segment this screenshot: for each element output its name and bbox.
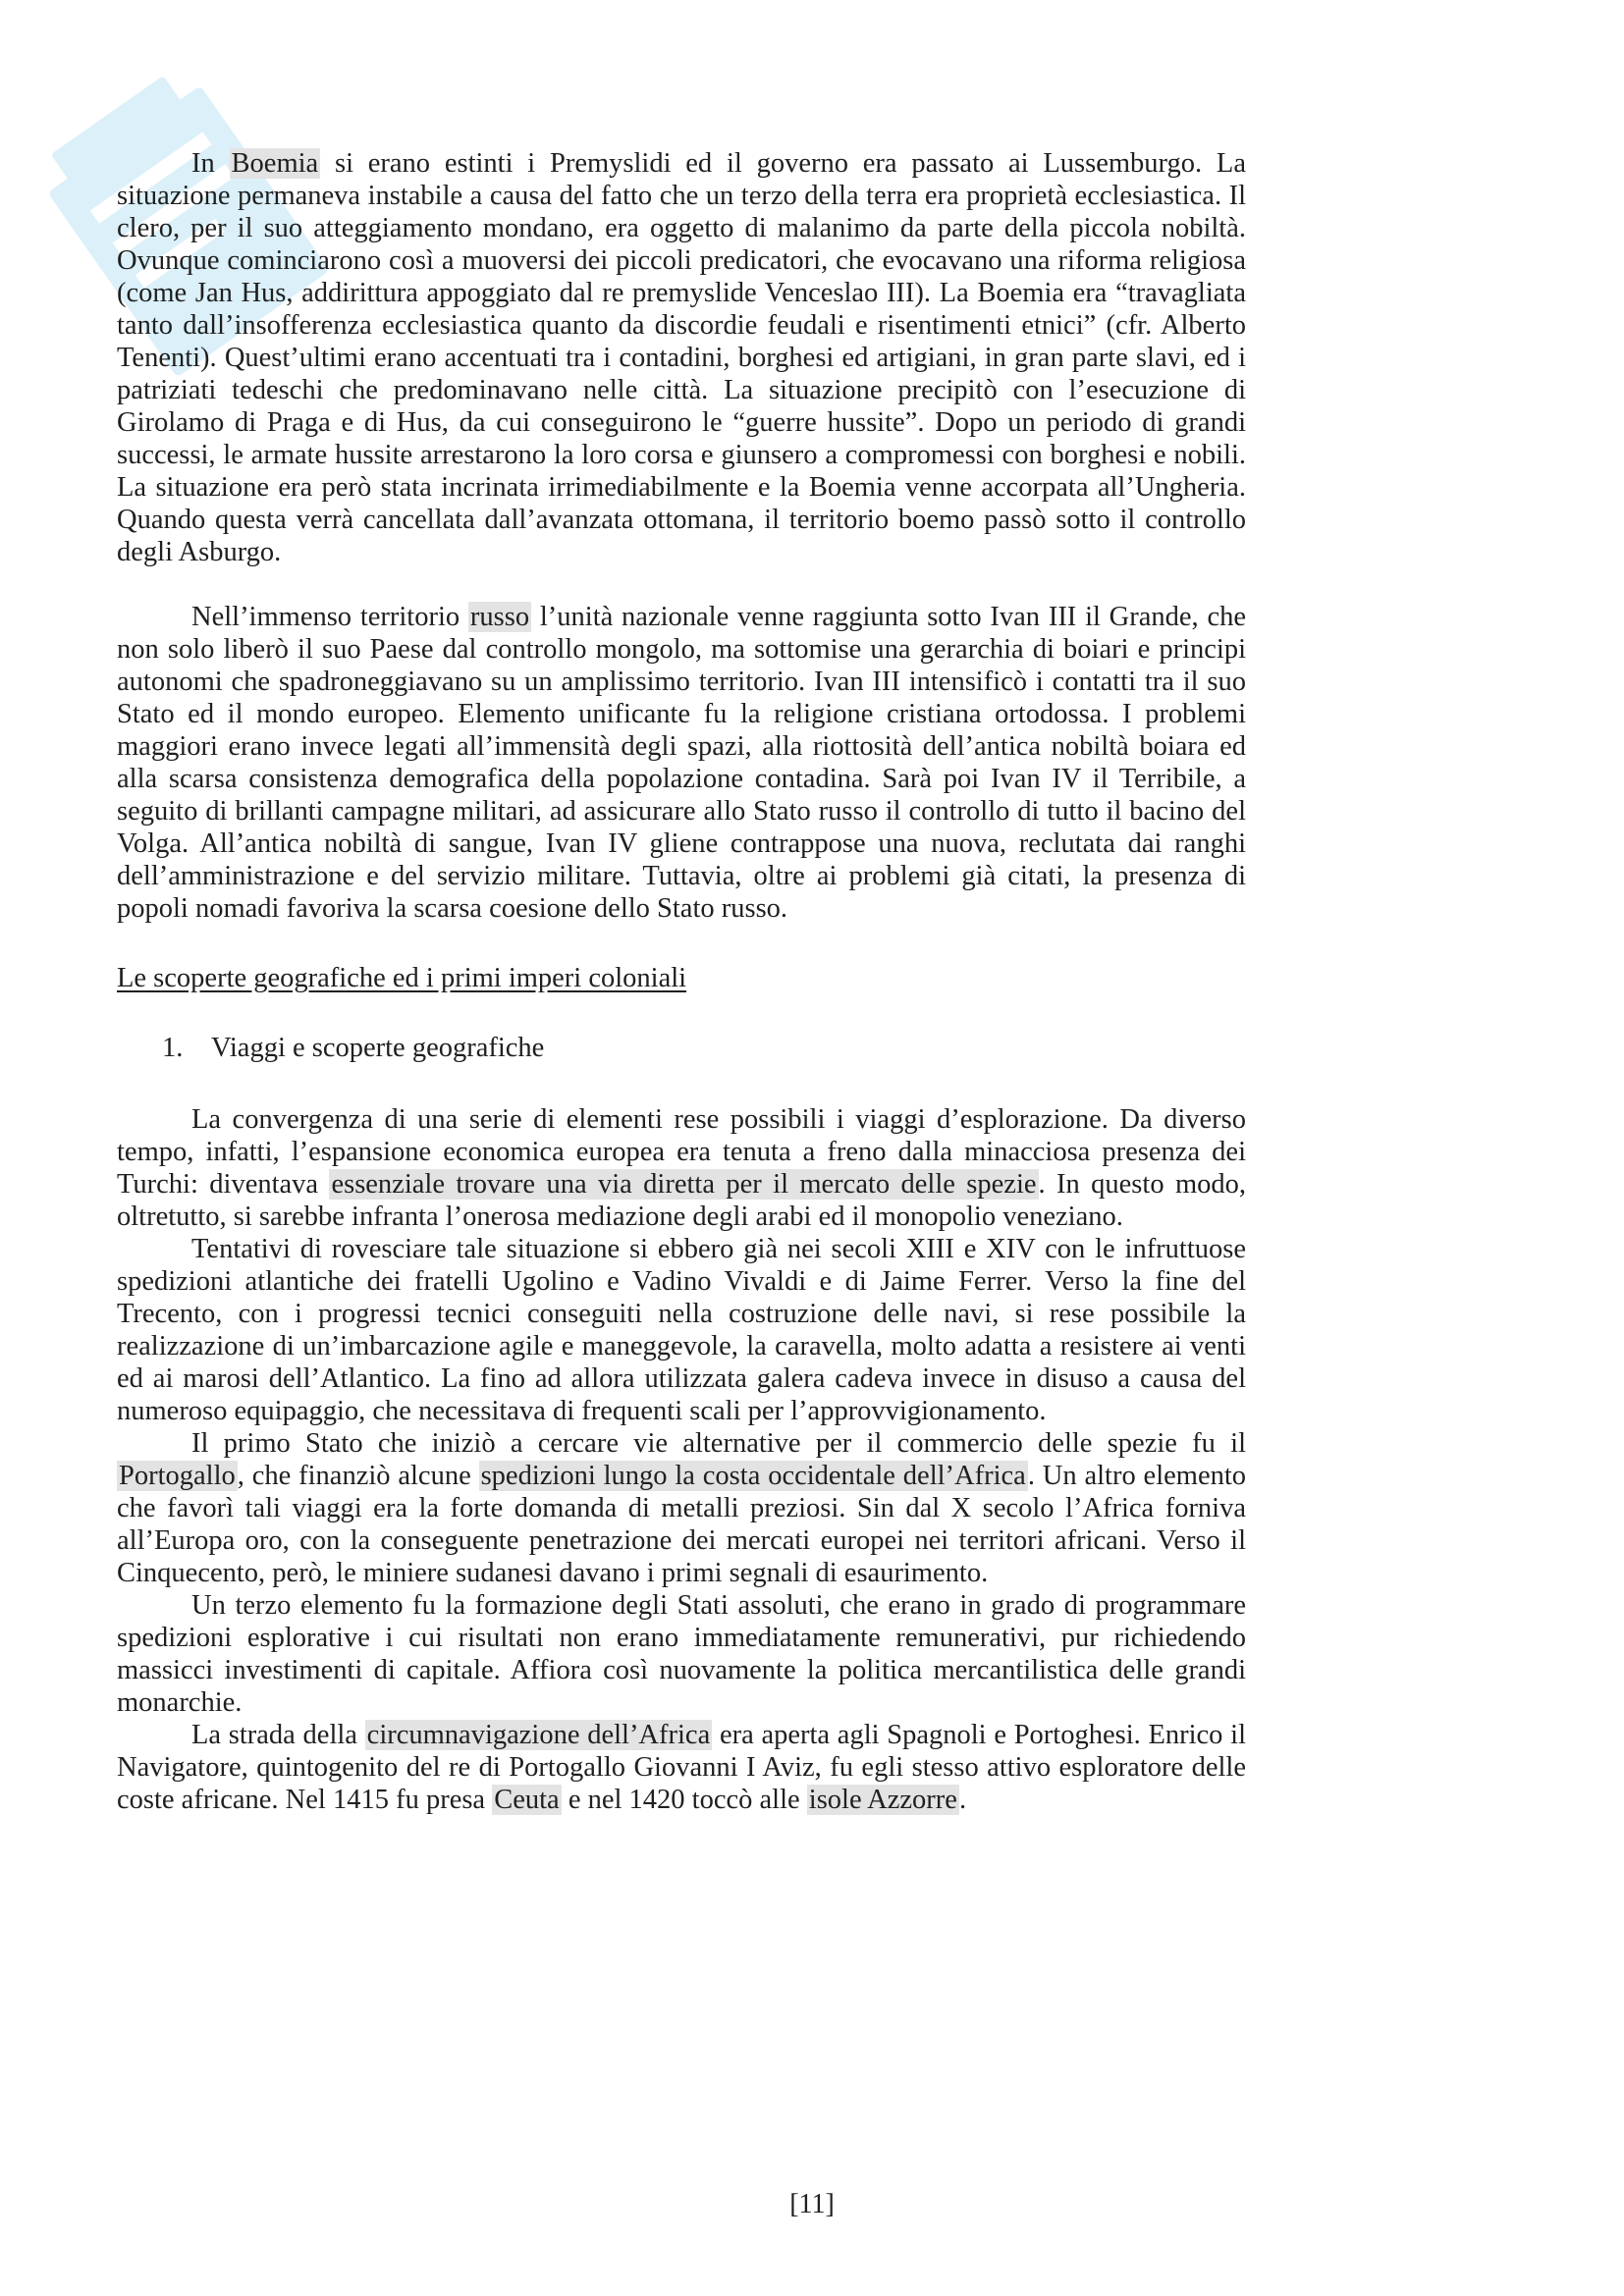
subsection-number: 1.: [162, 1033, 184, 1063]
text-run: Nell’immenso territorio: [191, 602, 468, 632]
paragraph-circumnavigazione: [117, 1719, 1246, 1816]
text-column: [117, 147, 1246, 1816]
subsection-heading: [162, 1032, 1246, 1064]
text-run: In: [191, 148, 230, 179]
highlighted-term: russo: [469, 602, 530, 632]
highlighted-term: circumnavigazione dell’Africa: [366, 1720, 711, 1750]
highlighted-term: Boemia: [231, 148, 319, 179]
text-run: Un terzo elemento fu la formazione degli Stati assoluti, che erano in grado di programmare spedizioni esplorative i cui risultati non erano immediatamente remunerativi, pur richiedendo massicci investimenti di capitale. Affiora così nuovamente la politica mercantilistica delle grandi monarchie.: [117, 1590, 1246, 1718]
text-run: . Un altro elemento che favorì tali viaggi era la forte domanda di metalli preziosi. Sin dal X secolo l’Africa forniva all’Europa oro, con la conseguente penetrazione dei mercati europei nei territori africani. Verso il Cinquecento, però, le miniere sudanesi davano i primi segnali di esaurimento.: [117, 1461, 1247, 1588]
paragraph-portogallo: [117, 1427, 1246, 1589]
subsection-title: Viaggi e scoperte geografiche: [211, 1033, 545, 1063]
paragraph-boemia: [117, 147, 1246, 568]
text-run: Tentativi di rovesciare tale situazione si ebbero già nei secoli XIII e XIV con le infruttuose spedizioni atlantiche dei fratelli Ugolino e Vadino Vivaldi e di Jaime Ferrer. Verso la fine del Trecento, con i progressi tecnici conseguiti nella costruzione delle navi, si rese possibile la realizzazione di un’imbarcazione agile e maneggevole, la caravella, molto adatta a resistere ai venti ed ai marosi dell’Atlantico. La fino ad allora utilizzata galera cadeva invece in disuso a causa del numeroso equipaggio, che necessitava di frequenti scali per l’approvvigionamento.: [117, 1234, 1246, 1426]
top-paragraphs: [117, 147, 1246, 925]
highlighted-term: essenziale trovare una via diretta per il mercato delle spezie: [331, 1169, 1037, 1200]
paragraph-convergenza: [117, 1103, 1246, 1233]
text-run: Il primo Stato che iniziò a cercare vie alternative per il commercio delle spezie fu il: [191, 1428, 1246, 1459]
paragraph-russia: [117, 601, 1246, 925]
text-run: si erano estinti i Premyslidi ed il governo era passato ai Lussemburgo. La situazione permaneva instabile a causa del fatto che un terzo della terra era proprietà ecclesiastica. Il clero, per il suo atteggiamento mondano, era oggetto di malanimo da parte della piccola nobiltà. Ovunque cominciarono così a muoversi dei piccoli predicatori, che evocavano una riforma religiosa (come Jan Hus, addirittura appoggiato dal re premyslide Venceslao III). La Boemia era “travagliata tanto dall’insofferenza ecclesiastica quanto da discordie feudali e risentimenti etnici” (cfr. Alberto Tenenti). Quest’ultimi erano accentuati tra i contadini, borghesi ed artigiani, in gran parte slavi, ed i patriziati tedeschi che predominavano nelle città. La situazione precipitò con l’esecuzione di Girolamo di Praga e di Hus, da cui conseguirono le “guerre hussite”. Dopo un periodo di grandi successi, le armate hussite arrestarono la loro corsa e giunsero a compromessi con borghesi e nobili. La situazione era però stata incrinata irrimediabilmente e la Boemia venne accorpata all’Ungheria. Quando questa verrà cancellata dall’avanzata ottomana, il territorio boemo passò sotto il controllo degli Asburgo.: [117, 148, 1246, 567]
text-run: , che finanziò alcune: [237, 1461, 479, 1491]
highlighted-term: Ceuta: [494, 1785, 560, 1815]
text-run: e nel 1420 toccò alle: [561, 1785, 807, 1815]
text-run: La convergenza di una serie di elementi rese possibili i viaggi d’esplorazione. Da diverso tempo, infatti, l’espansione economica europea era tenuta a freno dalla minacciosa presenza dei Turchi: diventava: [117, 1104, 1246, 1200]
paragraph-terzo: [117, 1589, 1246, 1719]
text-run: La strada della: [191, 1720, 365, 1750]
highlighted-term: Portogallo: [119, 1461, 236, 1491]
text-run: . In questo modo, oltretutto, si sarebbe infranta l’onerosa mediazione degli arabi ed il monopolio veneziano.: [117, 1169, 1246, 1232]
text-run: era aperta agli Spagnoli e Portoghesi. Enrico il Navigatore, quintogenito del re di Portogallo Giovanni I Aviz, fu egli stesso attivo esploratore delle coste africane. Nel 1415 fu presa: [117, 1720, 1246, 1815]
page-number: [11]: [789, 2189, 835, 2219]
section-heading: Le scoperte geografiche ed i primi imperi coloniali: [117, 963, 687, 993]
text-run: .: [958, 1785, 967, 1815]
highlighted-term: spedizioni lungo la costa occidentale dell’Africa: [480, 1461, 1026, 1491]
highlighted-term: isole Azzorre: [808, 1785, 957, 1815]
text-run: l’unità nazionale venne raggiunta sotto Ivan III il Grande, che non solo liberò il suo Paese dal controllo mongolo, ma sottomise una gerarchia di boiari e principi autonomi che spadroneggiavano su un amplissimo territorio. Ivan III intensificò i contatti tra il suo Stato ed il mondo europeo. Elemento unificante fu la religione cristiana ortodossa. I problemi maggiori erano invece legati all’immensità degli spazi, alla riottosità dell’antica nobiltà boiara ed alla scarsa consistenza demografica della popolazione contadina. Sarà poi Ivan IV il Terribile, a seguito di brillanti campagne militari, ad assicurare allo Stato russo il controllo di tutto il bacino del Volga. All’antica nobiltà di sangue, Ivan IV gliene contrappose una nuova, reclutata dai ranghi dell’amministrazione e del servizio militare. Tuttavia, oltre ai problemi già citati, la presenza di popoli nomadi favoriva la scarsa coesione dello Stato russo.: [117, 602, 1246, 924]
paragraph-tentativi: [117, 1233, 1246, 1427]
bottom-paragraphs: [117, 1103, 1246, 1816]
